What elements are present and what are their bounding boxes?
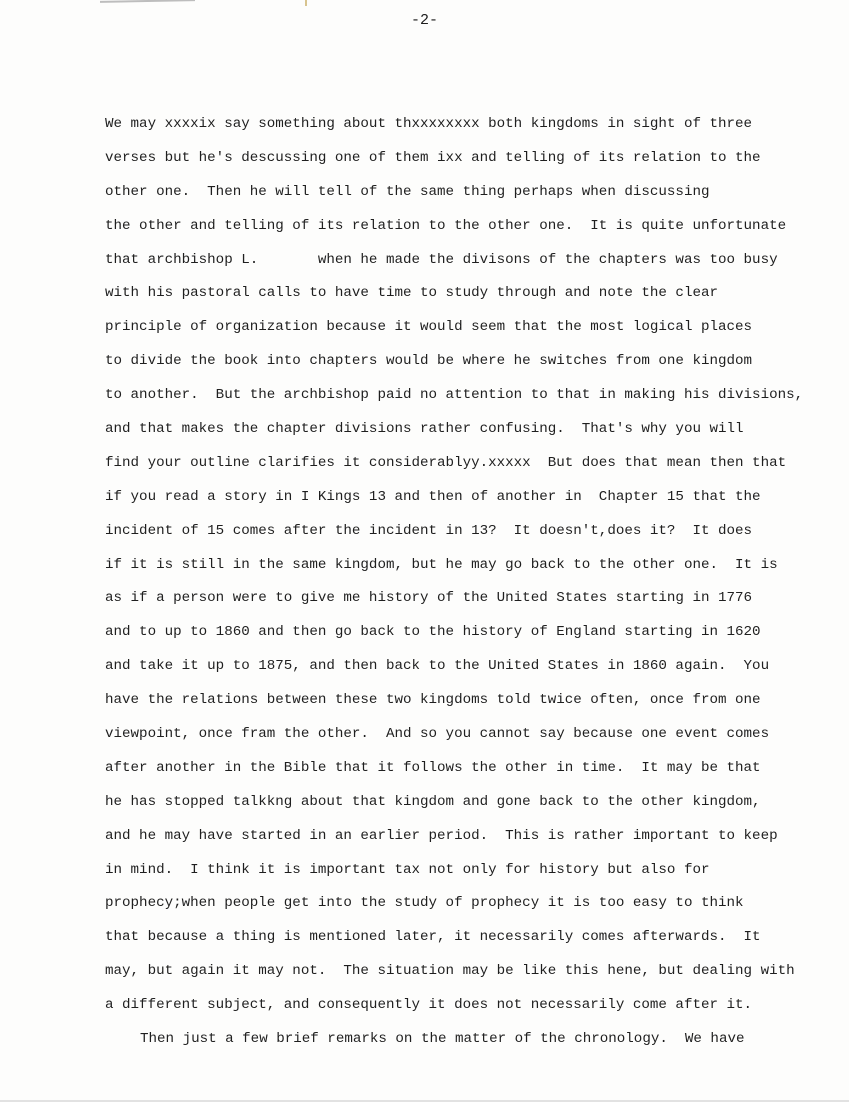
text-line: if it is still in the same kingdom, but he may go back to the other one. It is [105, 556, 778, 573]
text-line: have the relations between these two kingdoms told twice often, once from one [105, 692, 761, 709]
text-line: We may xxxxix say something about thxxxxxxxx both kingdoms in sight of three [105, 116, 753, 132]
page-number: -2- [410, 12, 438, 29]
text-line: and take it up to 1875, and then back to the United States in 1860 again. You [105, 658, 770, 675]
text-line: viewpoint, once fram the other. And so you cannot say because one event comes [105, 726, 770, 743]
text-line: that because a thing is mentioned later, it necessarily comes afterwards. It [105, 929, 761, 946]
text-line: to divide the book into chapters would be where he switches from one kingdom [105, 353, 753, 370]
scan-edge-mark [305, 0, 307, 6]
text-line: Then just a few brief remarks on the matter of the chronology. We have [140, 1031, 745, 1048]
text-line: a different subject, and consequently it does not necessarily come after it. [105, 997, 753, 1014]
text-line: to another. But the archbishop paid no attention to that in making his divisions, [105, 387, 804, 404]
text-line: and that makes the chapter divisions rather confusing. That's why you will [105, 421, 744, 438]
body-text [105, 114, 805, 1063]
text-line: with his pastoral calls to have time to study through and note the clear [105, 285, 718, 302]
text-line: as if a person were to give me history of the United States starting in 1776 [105, 590, 753, 607]
text-line: the other and telling of its relation to the other one. It is quite unfortunate [105, 217, 787, 234]
text-line: after another in the Bible that it follows the other in time. It may be that [105, 759, 761, 776]
text-line: that archbishop L. when he made the divisons of the chapters was too busy [105, 251, 778, 268]
text-line: verses but he's descussing one of them ixx and telling of its relation to the [105, 149, 761, 166]
text-line: may, but again it may not. The situation may be like this hene, but dealing with [105, 963, 795, 980]
text-line: find your outline clarifies it considerablyy.xxxxx But does that mean then that [105, 454, 787, 471]
text-line: principle of organization because it would seem that the most logical places [105, 319, 753, 336]
text-line: prophecy;when people get into the study of prophecy it is too easy to think [105, 895, 744, 912]
text-line: in mind. I think it is important tax not only for history but also for [105, 861, 710, 878]
text-line: and to up to 1860 and then go back to the history of England starting in 1620 [105, 624, 761, 641]
text-line: and he may have started in an earlier period. This is rather important to keep [105, 827, 778, 844]
scan-edge-mark [100, 0, 195, 3]
text-line: incident of 15 comes after the incident in 13? It doesn't,does it? It does [105, 522, 753, 539]
text-line: if you read a story in I Kings 13 and then of another in Chapter 15 that the [105, 488, 761, 505]
text-line: he has stopped talkkng about that kingdom and gone back to the other kingdom, [105, 793, 761, 810]
text-line: other one. Then he will tell of the same thing perhaps when discussing [105, 183, 710, 200]
